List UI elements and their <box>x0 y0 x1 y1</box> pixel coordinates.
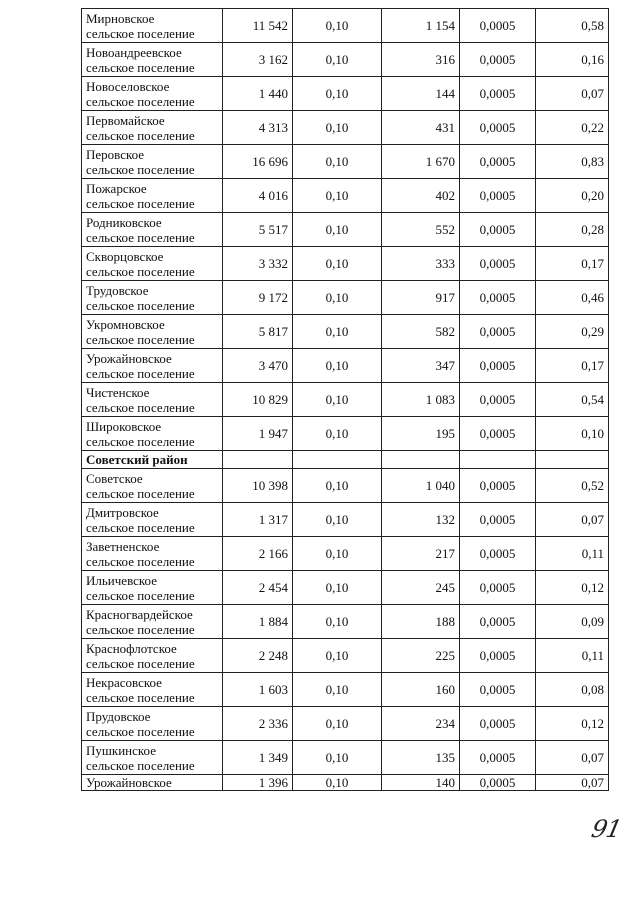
rate-cell: 0,10 <box>293 145 382 179</box>
population-cell: 2 166 <box>223 537 293 571</box>
coefficient-cell: 0,0005 <box>460 741 536 775</box>
population-cell: 1 440 <box>223 77 293 111</box>
coefficient-cell: 0,0005 <box>460 673 536 707</box>
section-row <box>82 451 609 469</box>
table-row <box>82 179 609 213</box>
population-cell: 2 336 <box>223 707 293 741</box>
result-cell: 0,29 <box>536 315 609 349</box>
rate-cell: 0,10 <box>293 571 382 605</box>
amount-cell: 245 <box>382 571 460 605</box>
result-cell: 0,07 <box>536 741 609 775</box>
rate-cell: 0,10 <box>293 673 382 707</box>
settlement-type: сельское поселение <box>86 433 195 449</box>
amount-cell: 1 083 <box>382 383 460 417</box>
settlement-name-cell <box>82 247 223 281</box>
settlement-name-cell <box>82 775 223 791</box>
table-row <box>82 673 609 707</box>
rate-cell: 0,10 <box>293 213 382 247</box>
population-cell: 5 817 <box>223 315 293 349</box>
amount-cell: 402 <box>382 179 460 213</box>
amount-cell: 917 <box>382 281 460 315</box>
population-cell: 16 696 <box>223 145 293 179</box>
coefficient-cell: 0,0005 <box>460 9 536 43</box>
settlements-table <box>81 8 609 791</box>
population-cell: 1 947 <box>223 417 293 451</box>
settlement-name: Перовское <box>86 146 145 162</box>
population-cell: 10 829 <box>223 383 293 417</box>
result-cell: 0,46 <box>536 281 609 315</box>
settlement-name: Дмитровское <box>86 504 159 520</box>
rate-cell: 0,10 <box>293 281 382 315</box>
population-cell: 1 396 <box>223 775 293 791</box>
coefficient-cell: 0,0005 <box>460 213 536 247</box>
settlement-type: сельское поселение <box>86 723 195 739</box>
result-cell: 0,52 <box>536 469 609 503</box>
amount-cell: 333 <box>382 247 460 281</box>
settlement-type: сельское поселение <box>86 519 195 535</box>
rate-cell: 0,10 <box>293 9 382 43</box>
result-cell: 0,17 <box>536 247 609 281</box>
settlement-name: Красногвардейское <box>86 606 193 622</box>
rate-cell: 0,10 <box>293 111 382 145</box>
settlement-name-cell <box>82 707 223 741</box>
settlement-name: Заветненское <box>86 538 160 554</box>
amount-cell: 552 <box>382 213 460 247</box>
population-cell: 4 016 <box>223 179 293 213</box>
coefficient-cell: 0,0005 <box>460 775 536 791</box>
rate-cell: 0,10 <box>293 537 382 571</box>
settlement-type: сельское поселение <box>86 621 195 637</box>
table-row <box>82 605 609 639</box>
rate-cell: 0,10 <box>293 315 382 349</box>
population-cell: 4 313 <box>223 111 293 145</box>
amount-cell: 132 <box>382 503 460 537</box>
result-cell: 0,54 <box>536 383 609 417</box>
population-cell: 1 349 <box>223 741 293 775</box>
amount-cell: 188 <box>382 605 460 639</box>
settlement-name-cell <box>82 417 223 451</box>
settlement-type: сельское поселение <box>86 399 195 415</box>
settlement-name: Ильичевское <box>86 572 157 588</box>
table-row <box>82 349 609 383</box>
settlement-name-cell <box>82 111 223 145</box>
population-cell: 2 248 <box>223 639 293 673</box>
coefficient-cell: 0,0005 <box>460 349 536 383</box>
settlement-name: Первомайское <box>86 112 165 128</box>
settlement-name: Широковское <box>86 418 162 434</box>
population-cell: 2 454 <box>223 571 293 605</box>
coefficient-cell: 0,0005 <box>460 639 536 673</box>
coefficient-cell: 0,0005 <box>460 469 536 503</box>
population-cell: 10 398 <box>223 469 293 503</box>
coefficient-cell: 0,0005 <box>460 571 536 605</box>
settlement-type: сельское поселение <box>86 587 195 603</box>
settlement-name-cell <box>82 179 223 213</box>
rate-cell: 0,10 <box>293 503 382 537</box>
settlement-type: сельское поселение <box>86 263 195 279</box>
result-cell: 0,20 <box>536 179 609 213</box>
result-cell: 0,09 <box>536 605 609 639</box>
population-cell: 3 162 <box>223 43 293 77</box>
amount-cell: 347 <box>382 349 460 383</box>
amount-cell: 217 <box>382 537 460 571</box>
rate-cell: 0,10 <box>293 383 382 417</box>
settlement-name: Урожайновское <box>86 350 172 366</box>
result-cell: 0,12 <box>536 571 609 605</box>
settlement-name-cell <box>82 281 223 315</box>
coefficient-cell: 0,0005 <box>460 315 536 349</box>
result-cell: 0,17 <box>536 349 609 383</box>
coefficient-cell: 0,0005 <box>460 43 536 77</box>
settlement-type: сельское поселение <box>86 297 195 313</box>
rate-cell: 0,10 <box>293 775 382 791</box>
settlement-name: Трудовское <box>86 282 149 298</box>
empty-cell <box>460 451 536 469</box>
population-cell: 1 603 <box>223 673 293 707</box>
empty-cell <box>223 451 293 469</box>
page-number: 91 <box>589 815 624 843</box>
table-row <box>82 741 609 775</box>
coefficient-cell: 0,0005 <box>460 145 536 179</box>
settlement-name-cell <box>82 315 223 349</box>
settlement-type: сельское поселение <box>86 93 195 109</box>
result-cell: 0,12 <box>536 707 609 741</box>
result-cell: 0,11 <box>536 537 609 571</box>
settlement-name-cell <box>82 503 223 537</box>
amount-cell: 1 040 <box>382 469 460 503</box>
rate-cell: 0,10 <box>293 247 382 281</box>
rate-cell: 0,10 <box>293 469 382 503</box>
settlement-name: Некрасовское <box>86 674 162 690</box>
amount-cell: 135 <box>382 741 460 775</box>
settlement-name-cell <box>82 605 223 639</box>
settlement-name-cell <box>82 77 223 111</box>
amount-cell: 582 <box>382 315 460 349</box>
table-row <box>82 9 609 43</box>
population-cell: 5 517 <box>223 213 293 247</box>
amount-cell: 195 <box>382 417 460 451</box>
settlement-type: сельское поселение <box>86 485 195 501</box>
settlement-name: Укромновское <box>86 316 165 332</box>
population-cell: 1 317 <box>223 503 293 537</box>
settlement-name-cell <box>82 741 223 775</box>
coefficient-cell: 0,0005 <box>460 537 536 571</box>
table-row <box>82 145 609 179</box>
rate-cell: 0,10 <box>293 639 382 673</box>
table-row <box>82 775 609 791</box>
settlement-name-cell <box>82 673 223 707</box>
table-row <box>82 537 609 571</box>
result-cell: 0,11 <box>536 639 609 673</box>
result-cell: 0,08 <box>536 673 609 707</box>
rate-cell: 0,10 <box>293 77 382 111</box>
table-row <box>82 503 609 537</box>
table-row <box>82 469 609 503</box>
settlement-type: сельское поселение <box>86 161 195 177</box>
settlement-type: сельское поселение <box>86 25 195 41</box>
settlement-name-cell <box>82 213 223 247</box>
amount-cell: 1 154 <box>382 9 460 43</box>
settlement-name: Пожарское <box>86 180 147 196</box>
settlement-name: Новоандреевское <box>86 44 182 60</box>
coefficient-cell: 0,0005 <box>460 707 536 741</box>
settlement-type: сельское поселение <box>86 553 195 569</box>
table-row <box>82 707 609 741</box>
settlement-type: сельское поселение <box>86 331 195 347</box>
amount-cell: 431 <box>382 111 460 145</box>
settlement-name-cell <box>82 383 223 417</box>
population-cell: 1 884 <box>223 605 293 639</box>
table-row <box>82 213 609 247</box>
settlement-name: Мирновское <box>86 10 155 26</box>
rate-cell: 0,10 <box>293 417 382 451</box>
settlement-type: сельское поселение <box>86 689 195 705</box>
empty-cell <box>293 451 382 469</box>
settlement-name: Родниковское <box>86 214 162 230</box>
rate-cell: 0,10 <box>293 43 382 77</box>
coefficient-cell: 0,0005 <box>460 77 536 111</box>
result-cell: 0,16 <box>536 43 609 77</box>
settlement-name: Краснофлотское <box>86 640 177 656</box>
coefficient-cell: 0,0005 <box>460 179 536 213</box>
amount-cell: 1 670 <box>382 145 460 179</box>
amount-cell: 144 <box>382 77 460 111</box>
rate-cell: 0,10 <box>293 179 382 213</box>
settlement-type: сельское поселение <box>86 59 195 75</box>
result-cell: 0,10 <box>536 417 609 451</box>
table-body <box>82 9 609 791</box>
amount-cell: 160 <box>382 673 460 707</box>
coefficient-cell: 0,0005 <box>460 111 536 145</box>
settlement-name: Пушкинское <box>86 742 156 758</box>
settlement-type: сельское поселение <box>86 229 195 245</box>
amount-cell: 140 <box>382 775 460 791</box>
settlement-type: сельское поселение <box>86 195 195 211</box>
settlement-name: Скворцовское <box>86 248 164 264</box>
settlement-type: сельское поселение <box>86 365 195 381</box>
rate-cell: 0,10 <box>293 605 382 639</box>
population-cell: 3 332 <box>223 247 293 281</box>
settlement-name-cell <box>82 43 223 77</box>
coefficient-cell: 0,0005 <box>460 605 536 639</box>
amount-cell: 316 <box>382 43 460 77</box>
settlement-name: Чистенское <box>86 384 150 400</box>
settlement-name-cell <box>82 469 223 503</box>
rate-cell: 0,10 <box>293 741 382 775</box>
rate-cell: 0,10 <box>293 349 382 383</box>
settlement-name-cell <box>82 349 223 383</box>
settlement-name-cell <box>82 145 223 179</box>
result-cell: 0,07 <box>536 503 609 537</box>
settlement-name: Урожайновское <box>86 775 172 790</box>
table-row <box>82 281 609 315</box>
coefficient-cell: 0,0005 <box>460 503 536 537</box>
settlement-name: Новоселовское <box>86 78 170 94</box>
settlement-name: Советское <box>86 470 143 486</box>
table-row <box>82 417 609 451</box>
amount-cell: 234 <box>382 707 460 741</box>
result-cell: 0,28 <box>536 213 609 247</box>
table-row <box>82 43 609 77</box>
table-row <box>82 639 609 673</box>
table-row <box>82 315 609 349</box>
table-row <box>82 571 609 605</box>
settlement-name-cell <box>82 571 223 605</box>
result-cell: 0,58 <box>536 9 609 43</box>
settlement-name-cell <box>82 537 223 571</box>
result-cell: 0,07 <box>536 77 609 111</box>
settlement-type: сельское поселение <box>86 757 195 773</box>
amount-cell: 225 <box>382 639 460 673</box>
coefficient-cell: 0,0005 <box>460 247 536 281</box>
empty-cell <box>382 451 460 469</box>
table-row <box>82 383 609 417</box>
coefficient-cell: 0,0005 <box>460 281 536 315</box>
table-row <box>82 77 609 111</box>
population-cell: 3 470 <box>223 349 293 383</box>
coefficient-cell: 0,0005 <box>460 383 536 417</box>
settlement-type: сельское поселение <box>86 127 195 143</box>
coefficient-cell: 0,0005 <box>460 417 536 451</box>
settlement-name-cell <box>82 9 223 43</box>
empty-cell <box>536 451 609 469</box>
table-row <box>82 111 609 145</box>
population-cell: 11 542 <box>223 9 293 43</box>
settlement-type: сельское поселение <box>86 655 195 671</box>
section-title: Советский район <box>82 451 223 469</box>
population-cell: 9 172 <box>223 281 293 315</box>
table-row <box>82 247 609 281</box>
settlement-name: Прудовское <box>86 708 151 724</box>
result-cell: 0,22 <box>536 111 609 145</box>
result-cell: 0,07 <box>536 775 609 791</box>
result-cell: 0,83 <box>536 145 609 179</box>
rate-cell: 0,10 <box>293 707 382 741</box>
settlement-name-cell <box>82 639 223 673</box>
